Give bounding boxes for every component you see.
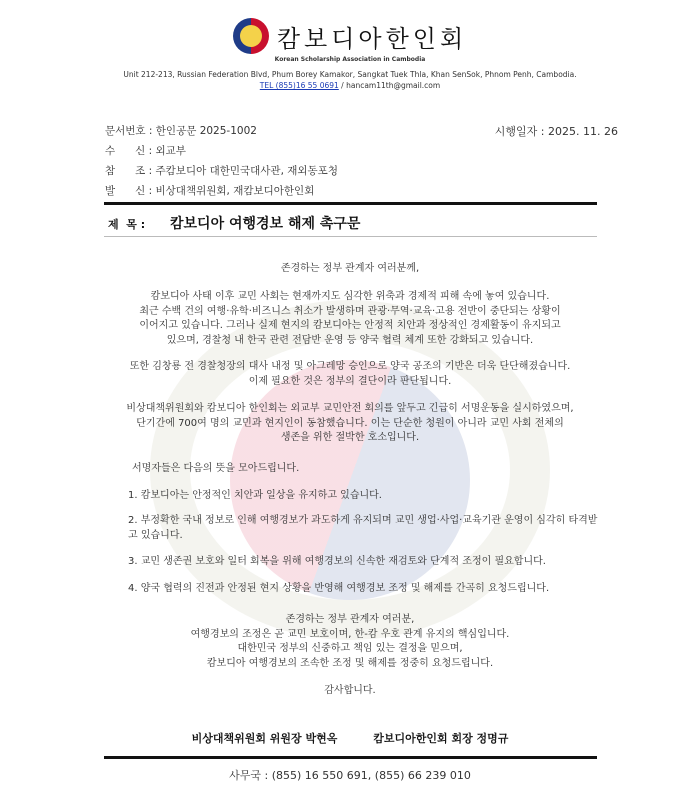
greeting: 존경하는 정부 관계자 여러분께, <box>280 263 420 274</box>
sender-label: 발 신 : <box>105 185 153 197</box>
text-line: 이제 필요한 것은 정부의 결단이라 판단됩니다. <box>248 375 452 387</box>
text-line: 최근 수백 건의 여행·유학·비즈니스 취소가 발생하며 관광·무역·교육·고용 전반이 중단되는 상황이 <box>139 305 561 317</box>
doc-number-label: 문서번호 : <box>105 125 153 137</box>
text-line: 있으며, 경찰청 내 한국 관련 전담반 운영 등 양국 협력 체계 또한 강화되고 있습니다. <box>166 334 534 346</box>
text-line: 생존을 위한 절박한 호소입니다. <box>280 432 420 443</box>
divider <box>104 236 597 237</box>
text-line: 대한민국 정부의 신중하고 책임 있는 결정을 믿으며, <box>237 643 463 654</box>
text-line: 또한 김창룡 전 경찰청장의 대사 내정 및 아그레망 승인으로 양국 공조의 기반은 더욱 단단해졌습니다. <box>129 361 571 372</box>
thanks: 감사합니다. <box>324 685 376 696</box>
office-contact: 사무국 : (855) 16 550 691, (855) 66 239 010 <box>229 769 471 782</box>
signatures <box>0 730 700 746</box>
list-item: 1. 캄보디아는 안정적인 치안과 일상을 유지하고 있습니다. <box>128 490 382 501</box>
recipient-value: 외교부 <box>152 145 186 157</box>
list-item: 4. 양국 협력의 진전과 안정된 현지 상황을 반영해 여행경보 조정 및 해제를 간곡히 요청드립니다. <box>128 583 550 594</box>
text-line: 여행경보의 조정은 곧 교민 보호이며, 한-캄 우호 관계 유지의 핵심입니다. <box>190 628 510 640</box>
recipient <box>105 143 186 158</box>
org-english-name: Korean Scholarship Association in Cambodia <box>274 56 426 63</box>
text-line: 이어지고 있습니다. 그러나 실제 현지의 캄보디아는 안정적 치안과 정상적인 경제활동이 유지되고 <box>139 320 561 331</box>
divider <box>104 202 597 205</box>
tel-link[interactable]: TEL (855)16 55 0691 <box>259 81 339 90</box>
list-item: 3. 교민 생존권 보호와 일터 회복을 위해 여행경보의 신속한 재검토와 단계적 조정이 필요합니다. <box>128 556 546 567</box>
text-line: 캄보디아 여행경보의 조속한 조정 및 해제를 정중히 요청드립니다. <box>206 657 494 669</box>
issue-date-label: 시행일자 : <box>494 125 545 138</box>
subject-text: 캄보디아 여행경보 해제 촉구문 <box>170 216 361 232</box>
sender-value: 비상대책위원회, 재캄보디아한인회 <box>152 185 315 197</box>
subject <box>108 213 360 233</box>
text-line: 캄보디아 사태 이후 교민 사회는 현재까지도 심각한 위축과 경제적 피해 속에 놓여 있습니다. <box>150 291 550 302</box>
intro: 서명자들은 다음의 뜻을 모아드립니다. <box>132 463 300 474</box>
issue-date <box>495 123 618 139</box>
reference-label: 참 조 : <box>105 165 153 177</box>
email: / hancam11th@gmail.com <box>338 81 441 90</box>
doc-number-value: 한인공문 2025-1002 <box>152 125 257 137</box>
text-line: 비상대책위원회와 캄보디아 한인회는 외교부 교민안전 회의를 앞두고 긴급히 서명운동을 실시하였으며, <box>126 403 574 414</box>
recipient-label: 수 신 : <box>105 145 153 157</box>
doc-number <box>105 123 257 138</box>
letterhead-logo <box>0 18 700 54</box>
paragraph-3 <box>0 402 700 446</box>
list-item: 2. 부정확한 국내 정보로 인해 여행경보가 과도하게 유지되며 교민 생업·사업·교육기관 운영이 심각히 타격받고 있습니다. <box>128 515 598 541</box>
association-seal-icon <box>233 18 269 54</box>
org-name: 캄보디아한인회 <box>276 24 468 53</box>
reference <box>105 163 338 178</box>
text-line: 단기간에 700여 명의 교민과 현지인이 동참했습니다. 이는 단순한 청원이 아니라 교민 사회 전체의 <box>136 417 564 429</box>
closing <box>0 613 700 671</box>
subject-label: 제 목 : <box>108 218 146 231</box>
signature-left: 비상대책위원회 위원장 박현옥 <box>191 732 338 745</box>
contact-line <box>0 81 700 90</box>
signature-right: 캄보디아한인회 회장 정명규 <box>373 732 509 745</box>
sender <box>105 183 314 198</box>
paragraph-1 <box>0 290 700 348</box>
text-line: 존경하는 정부 관계자 여러분, <box>285 614 415 625</box>
address: Unit 212-213, Russian Federation Blvd, Phum Borey Kamakor, Sangkat Tuek Thla, Khan SenSok, Phnom Penh, Cambodia. <box>123 70 577 79</box>
reference-value: 주캄보디아 대한민국대사관, 재외동포청 <box>152 165 338 177</box>
divider <box>104 756 597 759</box>
paragraph-2 <box>0 360 700 389</box>
issue-date-value: 2025. 11. 26 <box>544 125 618 138</box>
